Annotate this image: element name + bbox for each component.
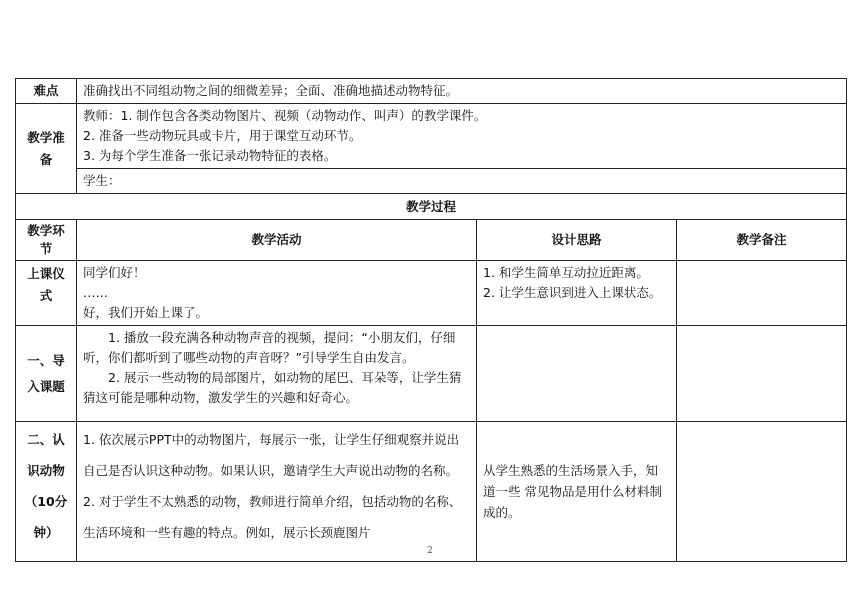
lesson-plan-table	[15, 78, 847, 562]
design-line: 1. 和学生简单互动拉近距离。	[483, 265, 649, 280]
page-number: 2	[427, 546, 433, 556]
design-ceremony	[477, 261, 677, 326]
prep-teacher	[77, 104, 847, 169]
notes-recognize	[677, 422, 847, 562]
difficulty-label: 难点	[16, 79, 77, 104]
design-intro	[477, 326, 677, 422]
header-design: 设计思路	[477, 220, 677, 261]
prep-teacher-line: 2. 准备一些动物玩具或卡片，用于课堂互动环节。	[83, 128, 362, 143]
activity-line: 同学们好！	[83, 265, 146, 280]
difficulty-text: 准确找出不同组动物之间的细微差异；全面、准确地描述动物特征。	[77, 79, 847, 104]
stage-line: 钟）	[33, 525, 59, 540]
activity-line: ……	[83, 285, 108, 300]
activity-line: 2. 展示一些动物的局部图片，如动物的尾巴、耳朵等，让学生猜猜这可能是哪种动物，激发学生的兴趣和好奇心。	[83, 370, 462, 405]
prep-student: 学生：	[77, 169, 847, 194]
activity-intro	[77, 326, 477, 422]
stage-intro: 一、导入课题	[16, 326, 77, 422]
stage-line: 识动物	[27, 463, 65, 478]
notes-ceremony	[677, 261, 847, 326]
notes-intro	[677, 326, 847, 422]
header-activity: 教学活动	[77, 220, 477, 261]
design-line: 2. 让学生意识到进入上课状态。	[483, 285, 662, 300]
stage-line: 二、认	[27, 432, 65, 447]
prep-teacher-line: 教师：1. 制作包含各类动物图片、视频（动物动作、叫声）的教学课件。	[83, 108, 487, 123]
prep-teacher-line: 3. 为每个学生准备一张记录动物特征的表格。	[83, 148, 337, 163]
header-notes: 教学备注	[677, 220, 847, 261]
stage-ceremony: 上课仪式	[16, 261, 77, 326]
activity-line: 好，我们开始上课了。	[83, 305, 209, 320]
activity-recognize	[77, 422, 477, 562]
process-title: 教学过程	[16, 194, 847, 220]
activity-line: 1. 依次展示PPT中的动物图片，每展示一张，让学生仔细观察并说出自己是否认识这种动物。如果认识，邀请学生大声说出动物的名称。	[83, 432, 460, 478]
activity-ceremony	[77, 261, 477, 326]
design-recognize: 从学生熟悉的生活场景入手，知道一些 常见物品是用什么材料制成的。	[477, 422, 677, 562]
activity-line: 1. 播放一段充满各种动物声音的视频，提问：“小朋友们，仔细听，你们都听到了哪些动物的声音呀？”引导学生自由发言。	[83, 330, 456, 365]
activity-line: 2. 对于学生不太熟悉的动物，教师进行简单介绍，包括动物的名称、生活环境和一些有趣的特点。例如，展示长颈鹿图片	[83, 494, 462, 540]
header-stage: 教学环节	[16, 220, 77, 261]
stage-recognize	[16, 422, 77, 562]
stage-line: （10分	[24, 494, 68, 509]
prep-label: 教学准备	[16, 104, 77, 194]
